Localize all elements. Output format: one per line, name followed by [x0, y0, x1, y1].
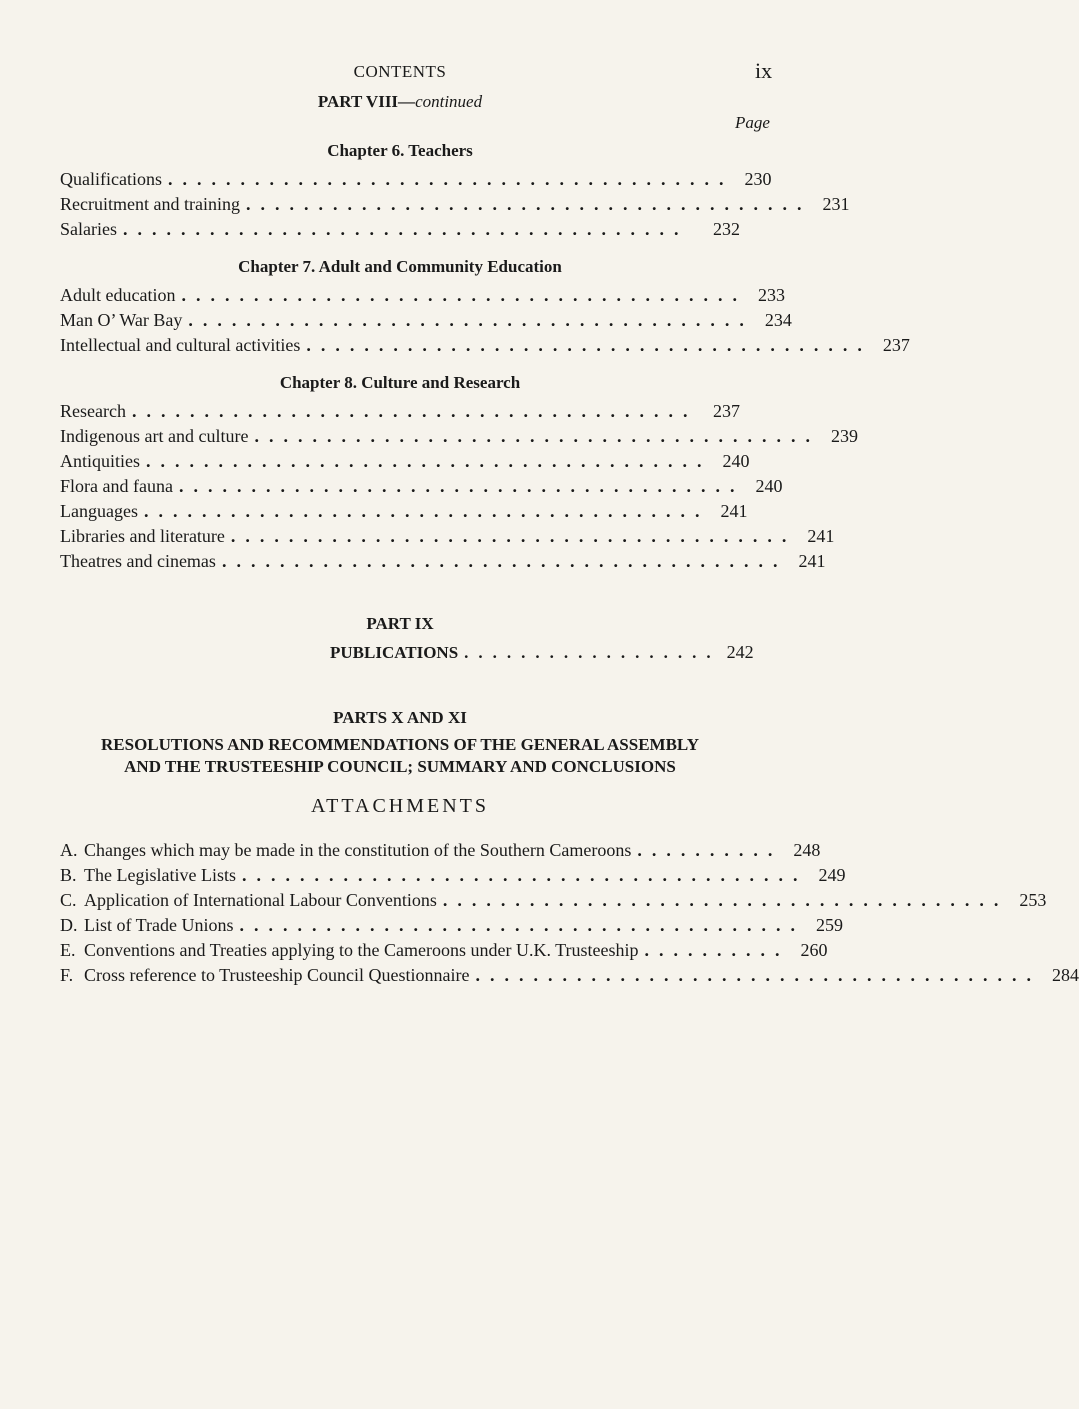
- leader-dots: .......................................: [122, 219, 689, 239]
- leader-dots: ..........: [644, 940, 790, 960]
- chapter-8-title: Chapter 8. Culture and Research: [279, 373, 521, 392]
- entry-page: 231: [822, 194, 850, 214]
- entry-page: 248: [793, 840, 821, 860]
- leader-dots: .......................................: [239, 915, 806, 935]
- entry-text: Conventions and Treaties applying to the Cameroons under U.K. Trusteeship: [84, 940, 639, 960]
- entry-text: Antiquities: [60, 451, 140, 471]
- leader-dots: .......................................: [241, 865, 808, 885]
- attachment-entry[interactable]: [60, 890, 1047, 911]
- entry-page: 259: [816, 915, 844, 935]
- entry-text: The Legislative Lists: [84, 865, 236, 885]
- leader-dots: .......................................: [131, 401, 698, 421]
- toc-entry[interactable]: [60, 219, 740, 240]
- entry-page: 241: [720, 501, 748, 521]
- leader-dots: .......................................: [143, 501, 710, 521]
- entry-text: Recruitment and training: [60, 194, 240, 214]
- entry-text: PUBLICATIONS: [330, 643, 459, 662]
- attachment-entry[interactable]: [60, 915, 844, 936]
- page-column-heading: Page: [735, 113, 770, 132]
- leader-dots: ..................: [464, 643, 721, 662]
- entry-text: Man O’ War Bay: [60, 310, 183, 330]
- parts-x-xi-line-1: RESOLUTIONS AND RECOMMENDATIONS OF THE GENERAL ASSEMBLY: [101, 735, 699, 754]
- toc-entry[interactable]: [60, 194, 850, 215]
- entry-page: 249: [818, 865, 846, 885]
- entry-page: 241: [807, 526, 835, 546]
- entry-text: Salaries: [60, 219, 117, 239]
- attachment-entry[interactable]: [60, 965, 1079, 986]
- toc-entry[interactable]: [60, 551, 826, 572]
- toc-entry[interactable]: [60, 401, 740, 422]
- entry-text: Intellectual and cultural activities: [60, 335, 301, 355]
- chapter-6-title: Chapter 6. Teachers: [327, 141, 473, 160]
- entry-page: 284: [1051, 965, 1079, 985]
- toc-entry[interactable]: [60, 335, 910, 356]
- entry-page: 237: [882, 335, 910, 355]
- entry-text: Languages: [60, 501, 138, 521]
- toc-entry[interactable]: [60, 426, 858, 447]
- leader-dots: .......................................: [167, 169, 734, 189]
- leader-dots: .......................................: [188, 310, 754, 330]
- toc-entry[interactable]: [60, 501, 748, 522]
- entry-page: 253: [1019, 890, 1047, 910]
- leader-dots: .......................................: [475, 965, 1041, 985]
- leader-dots: .......................................: [442, 890, 1009, 910]
- entry-page: 237: [713, 401, 740, 421]
- toc-entry[interactable]: [60, 476, 783, 497]
- part-viii-continued: continued: [415, 92, 483, 111]
- entry-page: 240: [755, 476, 783, 496]
- attachment-letter: A.: [60, 840, 78, 860]
- entry-text: Cross reference to Trusteeship Council Questionnaire: [84, 965, 470, 985]
- toc-entry-publications[interactable]: [330, 642, 754, 663]
- entry-text: Qualifications: [60, 169, 162, 189]
- entry-text: Research: [60, 401, 126, 421]
- entry-text: Application of International Labour Conventions: [84, 890, 437, 910]
- entry-text: Libraries and literature: [60, 526, 225, 546]
- part-viii-label: PART VIII—: [317, 92, 416, 111]
- leader-dots: .......................................: [181, 285, 747, 305]
- entry-text: Theatres and cinemas: [60, 551, 216, 571]
- leader-dots: .......................................: [306, 335, 872, 355]
- attachments-heading: ATTACHMENTS: [310, 795, 490, 817]
- leader-dots: .......................................: [245, 194, 812, 214]
- entry-page: 239: [830, 426, 858, 446]
- entry-page: 234: [764, 310, 792, 330]
- entry-text: Flora and fauna: [60, 476, 173, 496]
- attachment-entry[interactable]: [60, 840, 821, 861]
- entry-page: 230: [744, 169, 772, 189]
- leader-dots: .......................................: [146, 451, 712, 471]
- leader-dots: ..........: [637, 840, 783, 860]
- toc-entry[interactable]: [60, 310, 792, 331]
- attachment-letter: C.: [60, 890, 77, 910]
- running-header-title: CONTENTS: [353, 62, 447, 81]
- entry-text: List of Trade Unions: [84, 915, 234, 935]
- parts-x-xi-line-2: AND THE TRUSTEESHIP COUNCIL; SUMMARY AND CONCLUSIONS: [124, 757, 676, 776]
- entry-page: 242: [726, 642, 754, 662]
- entry-text: Changes which may be made in the constitution of the Southern Cameroons: [84, 840, 632, 860]
- toc-entry[interactable]: [60, 526, 835, 547]
- entry-text: Adult education: [60, 285, 176, 305]
- entry-page: 240: [722, 451, 750, 471]
- leader-dots: .......................................: [230, 526, 797, 546]
- toc-entry[interactable]: [60, 451, 750, 472]
- toc-entry[interactable]: [60, 285, 785, 306]
- leader-dots: .......................................: [254, 426, 820, 446]
- part-ix-label: PART IX: [366, 614, 434, 633]
- entry-page: 241: [798, 551, 826, 571]
- attachment-letter: F.: [60, 965, 74, 985]
- parts-x-xi-label: PARTS X AND XI: [333, 708, 467, 727]
- entry-page: 233: [757, 285, 785, 305]
- leader-dots: .......................................: [221, 551, 788, 571]
- attachment-letter: E.: [60, 940, 76, 960]
- toc-entry[interactable]: [60, 169, 772, 190]
- attachment-entry[interactable]: [60, 865, 846, 886]
- attachment-letter: D.: [60, 915, 78, 935]
- attachment-entry[interactable]: [60, 940, 828, 961]
- part-viii-heading: [0, 92, 800, 112]
- leader-dots: .......................................: [178, 476, 745, 496]
- entry-page: 232: [713, 219, 740, 239]
- entry-page: 260: [800, 940, 828, 960]
- entry-text: Indigenous art and culture: [60, 426, 249, 446]
- attachment-letter: B.: [60, 865, 77, 885]
- chapter-7-title: Chapter 7. Adult and Community Education: [238, 257, 562, 276]
- page-numeral: ix: [755, 58, 773, 83]
